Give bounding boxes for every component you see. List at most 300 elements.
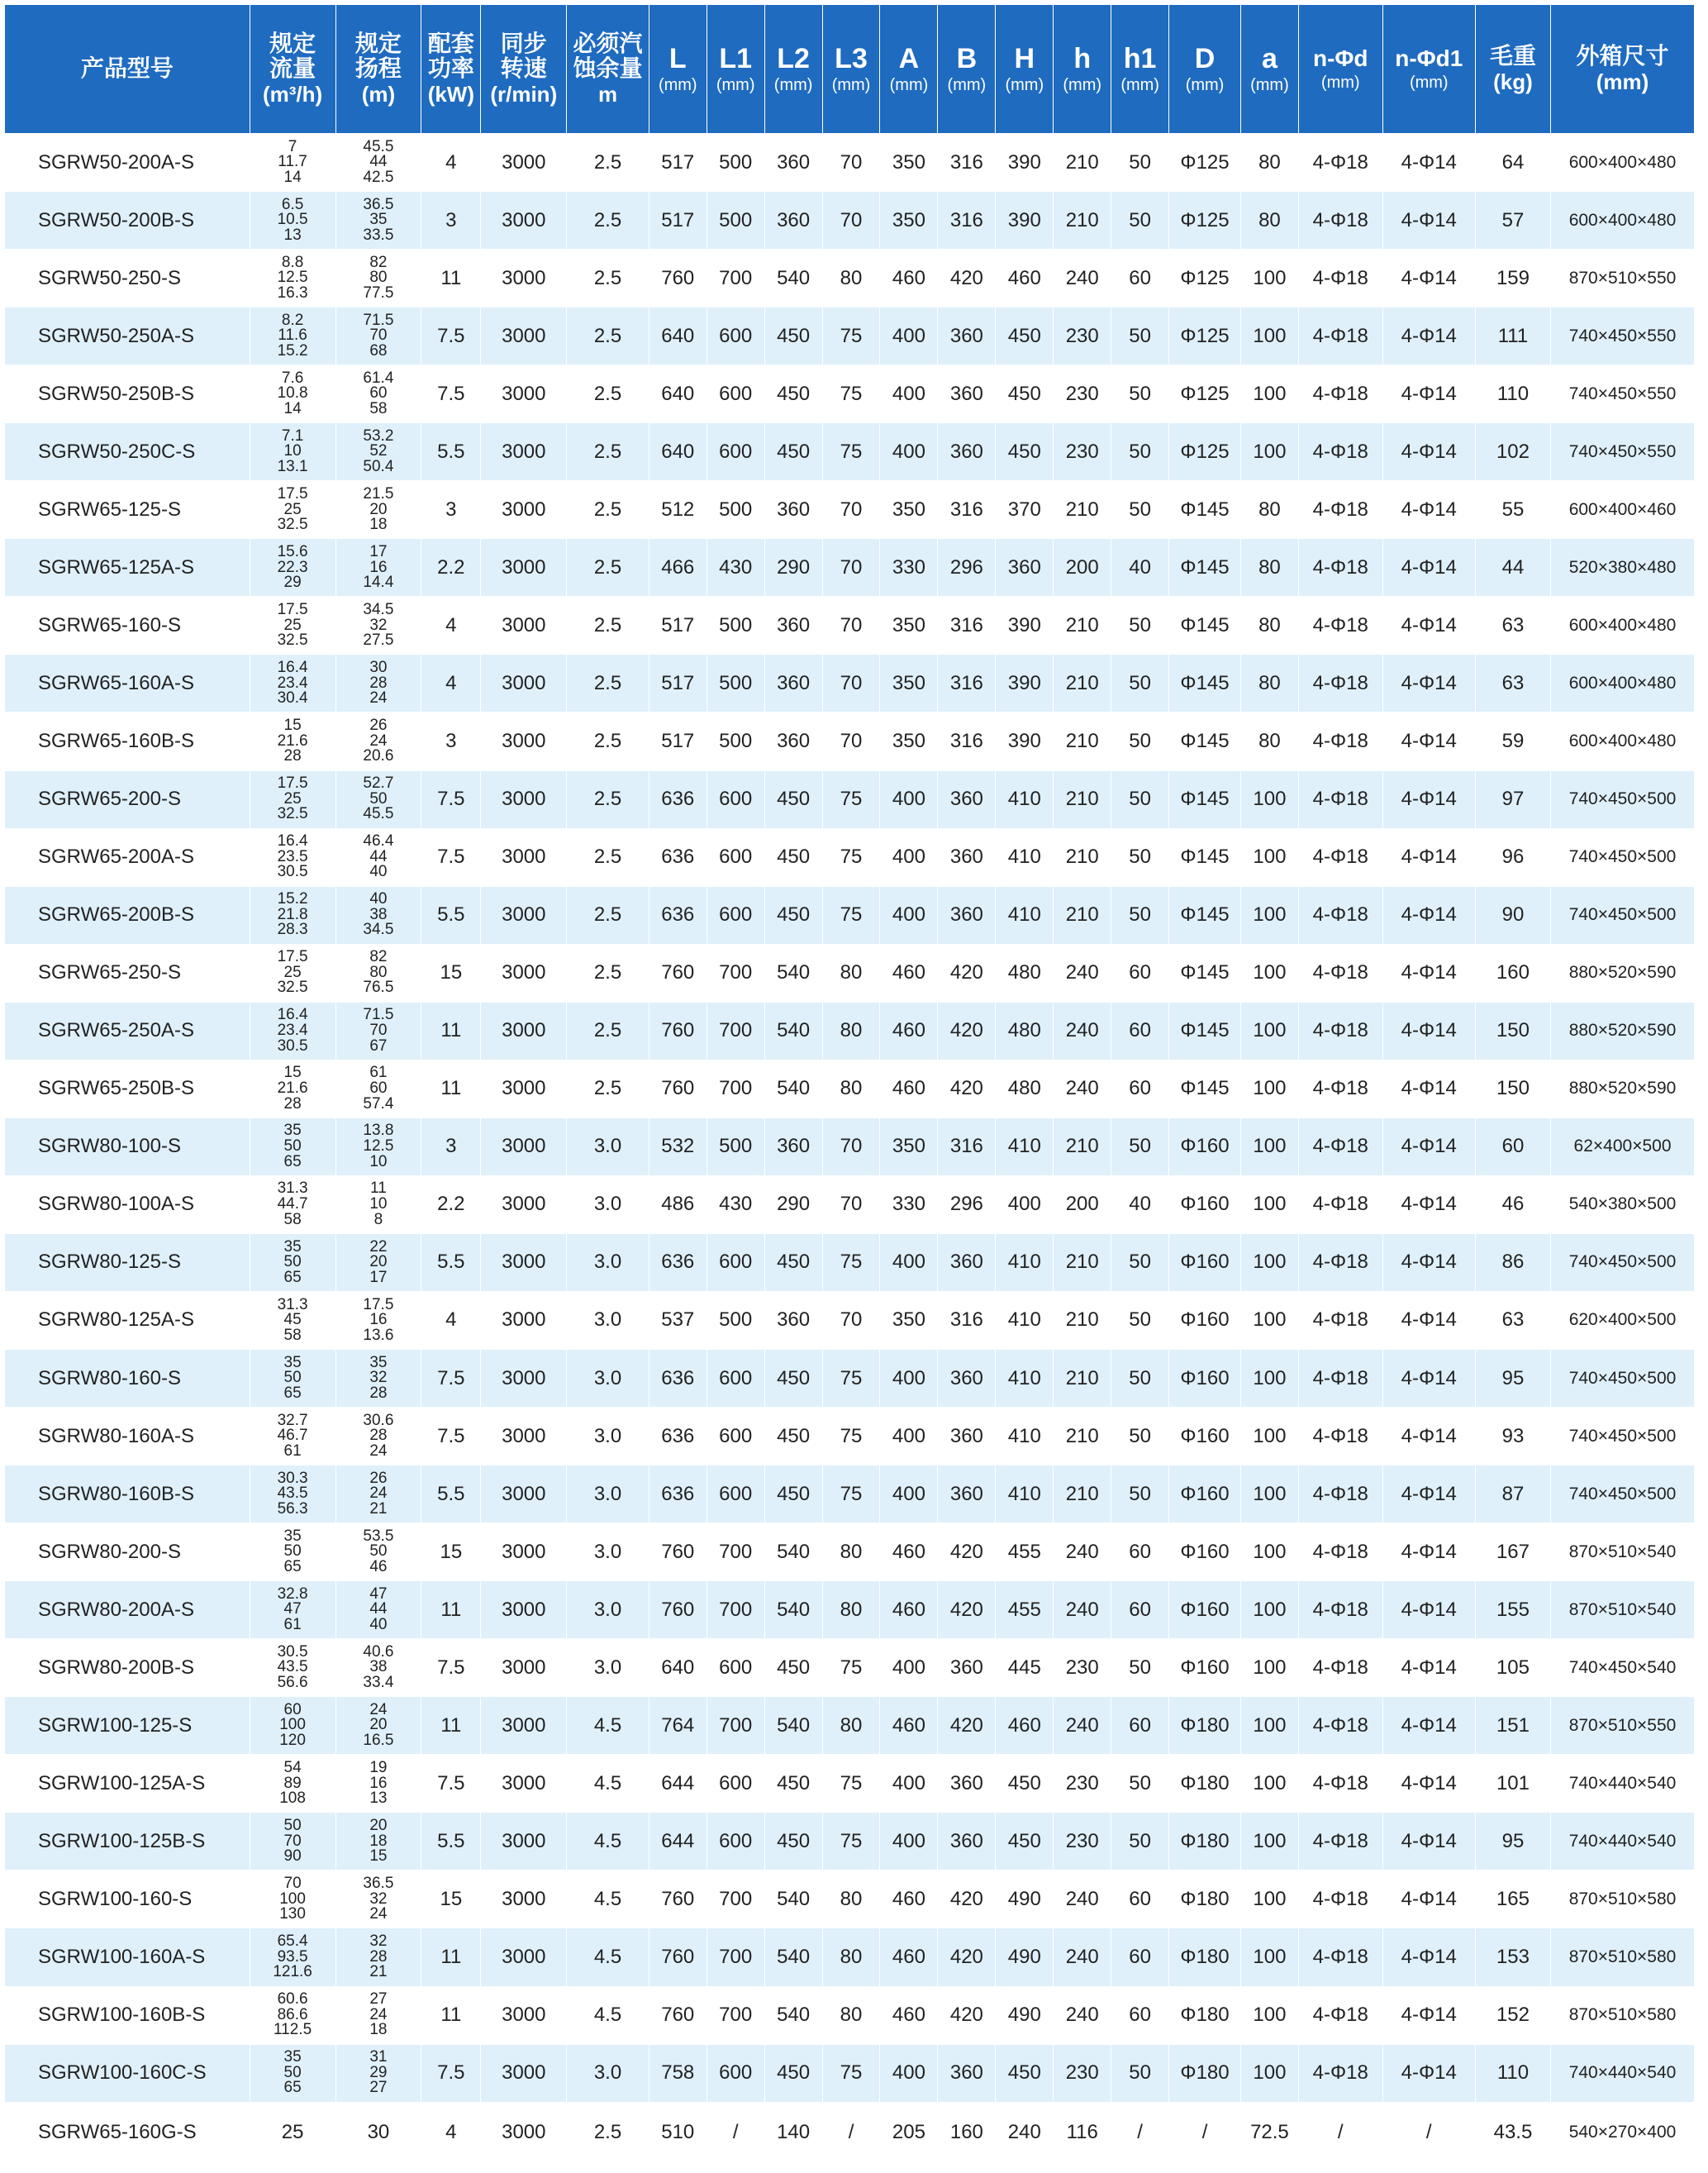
cell-d: Φ145 <box>1169 828 1241 886</box>
cell-l2: 540 <box>764 1928 822 1986</box>
cell-flow: 15 21.6 28 <box>250 712 335 770</box>
cell-h-upper: 460 <box>996 250 1054 307</box>
cell-n-phi-d: 4-Φ18 <box>1298 712 1382 770</box>
table-row <box>5 1408 1695 1465</box>
cell-l2: 450 <box>764 770 822 828</box>
cell-head: 47 44 40 <box>335 1581 421 1639</box>
cell-h1: 50 <box>1111 307 1169 365</box>
cell-flow: 17.5 25 32.5 <box>250 770 335 828</box>
cell-flow: 50 70 90 <box>250 1813 335 1870</box>
cell-l3: 70 <box>822 655 880 712</box>
cell-model: SGRW50-250B-S <box>5 365 250 423</box>
cell-speed: 3000 <box>481 1523 567 1581</box>
cell-l1: 500 <box>707 134 764 192</box>
cell-power: 15 <box>421 1870 481 1928</box>
cell-npsh: 3.0 <box>567 1639 649 1697</box>
cell-box-size: 740×450×540 <box>1551 1639 1695 1697</box>
cell-weight: 155 <box>1475 1581 1550 1639</box>
cell-h1: 50 <box>1111 481 1169 539</box>
cell-power: 4 <box>421 597 481 655</box>
cell-b-dim: 420 <box>938 1870 996 1928</box>
cell-npsh: 2.5 <box>567 365 649 423</box>
cell-h-upper: 410 <box>996 1349 1054 1407</box>
cell-flow: 60 100 120 <box>250 1697 335 1755</box>
cell-h1: 60 <box>1111 944 1169 1002</box>
cell-l1: 500 <box>707 655 764 712</box>
cell-box-size: 600×400×480 <box>1551 192 1695 250</box>
cell-box-size: 540×380×500 <box>1551 1175 1695 1233</box>
cell-box-size: 740×450×500 <box>1551 1349 1695 1407</box>
cell-d: Φ160 <box>1169 1117 1241 1175</box>
cell-l3: 80 <box>822 250 880 307</box>
cell-l1: 600 <box>707 307 764 365</box>
cell-h-upper: 390 <box>996 134 1054 192</box>
cell-b-dim: 360 <box>938 1233 996 1291</box>
cell-a-dim: 460 <box>880 1523 938 1581</box>
cell-flow: 31.3 44.7 58 <box>250 1175 335 1233</box>
cell-h-lower: 116 <box>1054 2102 1111 2163</box>
cell-a-lower: 100 <box>1240 1813 1298 1870</box>
cell-box-size: 740×440×540 <box>1551 2044 1695 2102</box>
cell-d: Φ125 <box>1169 307 1241 365</box>
cell-power: 7.5 <box>421 307 481 365</box>
cell-l: 640 <box>649 307 707 365</box>
cell-l3: 80 <box>822 1581 880 1639</box>
cell-flow: 35 50 65 <box>250 1117 335 1175</box>
cell-h1: 50 <box>1111 1291 1169 1349</box>
cell-npsh: 3.0 <box>567 1408 649 1465</box>
cell-l1: 700 <box>707 1523 764 1581</box>
cell-npsh: 4.5 <box>567 1813 649 1870</box>
table-row <box>5 1581 1695 1639</box>
cell-l: 640 <box>649 1639 707 1697</box>
cell-npsh: 3.0 <box>567 1233 649 1291</box>
cell-h-upper: 410 <box>996 1291 1054 1349</box>
cell-a-dim: 460 <box>880 1928 938 1986</box>
cell-b-dim: 360 <box>938 1639 996 1697</box>
cell-b-dim: 420 <box>938 944 996 1002</box>
cell-h-upper: 410 <box>996 1465 1054 1523</box>
cell-head: 19 16 13 <box>335 1755 421 1813</box>
cell-n-phi-d1: 4-Φ14 <box>1382 1523 1475 1581</box>
cell-a-lower: 100 <box>1240 365 1298 423</box>
cell-d: Φ125 <box>1169 192 1241 250</box>
cell-n-phi-d1: 4-Φ14 <box>1382 1928 1475 1986</box>
cell-speed: 3000 <box>481 1755 567 1813</box>
cell-l: 486 <box>649 1175 707 1233</box>
cell-h1: 50 <box>1111 1755 1169 1813</box>
cell-head: 53.2 52 50.4 <box>335 423 421 481</box>
cell-npsh: 4.5 <box>567 1755 649 1813</box>
cell-a-lower: 80 <box>1240 539 1298 597</box>
cell-d: Φ125 <box>1169 365 1241 423</box>
cell-a-lower: 100 <box>1240 250 1298 307</box>
cell-h1: 50 <box>1111 886 1169 944</box>
cell-speed: 3000 <box>481 655 567 712</box>
cell-n-phi-d1: / <box>1382 2102 1475 2163</box>
cell-b-dim: 420 <box>938 250 996 307</box>
cell-h1: 40 <box>1111 539 1169 597</box>
cell-a-lower: 100 <box>1240 1060 1298 1117</box>
table-row <box>5 2044 1695 2102</box>
table-row <box>5 481 1695 539</box>
cell-a-dim: 350 <box>880 1117 938 1175</box>
cell-n-phi-d: 4-Φ18 <box>1298 1117 1382 1175</box>
cell-box-size: 740×450×500 <box>1551 1233 1695 1291</box>
cell-l: 644 <box>649 1755 707 1813</box>
cell-speed: 3000 <box>481 1870 567 1928</box>
cell-a-dim: 350 <box>880 597 938 655</box>
table-row <box>5 944 1695 1002</box>
cell-n-phi-d1: 4-Φ14 <box>1382 655 1475 712</box>
cell-weight: 93 <box>1475 1408 1550 1465</box>
cell-h-lower: 240 <box>1054 1986 1111 2044</box>
table-row <box>5 712 1695 770</box>
cell-head: 45.5 44 42.5 <box>335 134 421 192</box>
cell-a-lower: 100 <box>1240 1408 1298 1465</box>
cell-power: 11 <box>421 1928 481 1986</box>
cell-l2: 450 <box>764 1233 822 1291</box>
cell-l: 758 <box>649 2044 707 2102</box>
cell-a-lower: 100 <box>1240 1986 1298 2044</box>
cell-h-lower: 240 <box>1054 1523 1111 1581</box>
cell-d: Φ160 <box>1169 1233 1241 1291</box>
cell-b-dim: 316 <box>938 597 996 655</box>
cell-h-lower: 230 <box>1054 2044 1111 2102</box>
cell-model: SGRW80-160-S <box>5 1349 250 1407</box>
cell-b-dim: 316 <box>938 192 996 250</box>
cell-box-size: 740×450×550 <box>1551 307 1695 365</box>
table-row <box>5 1349 1695 1407</box>
cell-a-lower: 100 <box>1240 1870 1298 1928</box>
cell-h-upper: 410 <box>996 1117 1054 1175</box>
table-row <box>5 423 1695 481</box>
cell-l2: 360 <box>764 481 822 539</box>
cell-h1: 50 <box>1111 1465 1169 1523</box>
cell-flow: 31.3 45 58 <box>250 1291 335 1349</box>
cell-flow: 15.6 22.3 29 <box>250 539 335 597</box>
cell-d: Φ180 <box>1169 1986 1241 2044</box>
cell-h-lower: 210 <box>1054 886 1111 944</box>
cell-power: 3 <box>421 481 481 539</box>
cell-box-size: 740×450×500 <box>1551 1408 1695 1465</box>
cell-h1: 50 <box>1111 712 1169 770</box>
cell-d: Φ180 <box>1169 1697 1241 1755</box>
cell-flow: 54 89 108 <box>250 1755 335 1813</box>
col-header-power: 配套 功率 (kW) <box>421 5 481 134</box>
cell-h-lower: 200 <box>1054 539 1111 597</box>
cell-box-size: 870×510×580 <box>1551 1986 1695 2044</box>
cell-l3: 70 <box>822 1117 880 1175</box>
cell-a-dim: 330 <box>880 1175 938 1233</box>
cell-weight: 110 <box>1475 2044 1550 2102</box>
cell-h1: 60 <box>1111 250 1169 307</box>
cell-b-dim: 420 <box>938 1581 996 1639</box>
cell-h-lower: 210 <box>1054 828 1111 886</box>
col-header-h-upper: H (mm) <box>996 5 1054 134</box>
cell-n-phi-d1: 4-Φ14 <box>1382 1697 1475 1755</box>
cell-power: 5.5 <box>421 886 481 944</box>
cell-h-upper: 360 <box>996 539 1054 597</box>
cell-npsh: 2.5 <box>567 2102 649 2163</box>
cell-a-dim: 400 <box>880 307 938 365</box>
cell-weight: 44 <box>1475 539 1550 597</box>
cell-n-phi-d1: 4-Φ14 <box>1382 1117 1475 1175</box>
cell-h1: 50 <box>1111 770 1169 828</box>
cell-speed: 3000 <box>481 481 567 539</box>
table-row <box>5 1060 1695 1117</box>
cell-speed: 3000 <box>481 134 567 192</box>
cell-l: 760 <box>649 1523 707 1581</box>
cell-d: Φ145 <box>1169 1002 1241 1060</box>
cell-head: 71.5 70 68 <box>335 307 421 365</box>
cell-power: 7.5 <box>421 1349 481 1407</box>
cell-h-lower: 240 <box>1054 1928 1111 1986</box>
cell-a-lower: 100 <box>1240 1117 1298 1175</box>
col-header-b-dim: B (mm) <box>938 5 996 134</box>
cell-head: 61.4 60 58 <box>335 365 421 423</box>
cell-d: Φ160 <box>1169 1291 1241 1349</box>
cell-l1: 700 <box>707 1002 764 1060</box>
cell-l: 760 <box>649 1986 707 2044</box>
cell-flow: 32.8 47 61 <box>250 1581 335 1639</box>
cell-n-phi-d1: 4-Φ14 <box>1382 1465 1475 1523</box>
cell-head: 71.5 70 67 <box>335 1002 421 1060</box>
cell-h1: 60 <box>1111 1870 1169 1928</box>
cell-a-lower: 80 <box>1240 134 1298 192</box>
cell-n-phi-d: 4-Φ18 <box>1298 1986 1382 2044</box>
cell-a-dim: 400 <box>880 1755 938 1813</box>
col-header-l1: L1 (mm) <box>707 5 764 134</box>
cell-a-lower: 100 <box>1240 1349 1298 1407</box>
cell-l1: 700 <box>707 944 764 1002</box>
table-row <box>5 886 1695 944</box>
col-header-n-phi-d: n-Φd (mm) <box>1298 5 1382 134</box>
cell-flow: 65.4 93.5 121.6 <box>250 1928 335 1986</box>
cell-n-phi-d: 4-Φ18 <box>1298 539 1382 597</box>
cell-l3: 70 <box>822 481 880 539</box>
cell-h-lower: 230 <box>1054 423 1111 481</box>
cell-a-dim: 460 <box>880 1986 938 2044</box>
cell-l1: 500 <box>707 712 764 770</box>
cell-flow: 17.5 25 32.5 <box>250 481 335 539</box>
cell-l2: 450 <box>764 828 822 886</box>
cell-l1: 600 <box>707 828 764 886</box>
cell-h1: 60 <box>1111 1581 1169 1639</box>
cell-b-dim: 316 <box>938 1117 996 1175</box>
cell-n-phi-d1: 4-Φ14 <box>1382 1639 1475 1697</box>
cell-b-dim: 360 <box>938 2044 996 2102</box>
cell-l: 760 <box>649 1002 707 1060</box>
table-row <box>5 1233 1695 1291</box>
cell-n-phi-d1: 4-Φ14 <box>1382 423 1475 481</box>
cell-power: 5.5 <box>421 1465 481 1523</box>
cell-speed: 3000 <box>481 192 567 250</box>
cell-l: 764 <box>649 1697 707 1755</box>
cell-a-dim: 350 <box>880 712 938 770</box>
cell-h-upper: 390 <box>996 192 1054 250</box>
cell-l1: 600 <box>707 1639 764 1697</box>
cell-l: 517 <box>649 655 707 712</box>
cell-b-dim: 296 <box>938 1175 996 1233</box>
cell-power: 7.5 <box>421 770 481 828</box>
cell-a-lower: 100 <box>1240 770 1298 828</box>
cell-l2: 450 <box>764 2044 822 2102</box>
cell-h-lower: 210 <box>1054 597 1111 655</box>
cell-weight: 64 <box>1475 134 1550 192</box>
cell-a-dim: 350 <box>880 1291 938 1349</box>
cell-head: 30 <box>335 2102 421 2163</box>
cell-d: / <box>1169 2102 1241 2163</box>
cell-l: 517 <box>649 597 707 655</box>
cell-box-size: 740×450×550 <box>1551 423 1695 481</box>
cell-h-lower: 230 <box>1054 365 1111 423</box>
cell-n-phi-d1: 4-Φ14 <box>1382 1581 1475 1639</box>
cell-h1: 50 <box>1111 828 1169 886</box>
cell-n-phi-d1: 4-Φ14 <box>1382 365 1475 423</box>
cell-l3: 75 <box>822 365 880 423</box>
cell-model: SGRW65-160-S <box>5 597 250 655</box>
cell-a-dim: 460 <box>880 1697 938 1755</box>
cell-npsh: 3.0 <box>567 2044 649 2102</box>
cell-n-phi-d: 4-Φ18 <box>1298 1465 1382 1523</box>
cell-l3: 80 <box>822 944 880 1002</box>
cell-flow: 15 21.6 28 <box>250 1060 335 1117</box>
cell-a-dim: 400 <box>880 886 938 944</box>
cell-head: 46.4 44 40 <box>335 828 421 886</box>
cell-a-dim: 350 <box>880 481 938 539</box>
cell-h-lower: 240 <box>1054 1870 1111 1928</box>
cell-b-dim: 296 <box>938 539 996 597</box>
cell-h-lower: 210 <box>1054 192 1111 250</box>
cell-head: 17.5 16 13.6 <box>335 1291 421 1349</box>
cell-n-phi-d: 4-Φ18 <box>1298 250 1382 307</box>
cell-l3: / <box>822 2102 880 2163</box>
cell-l1: 700 <box>707 250 764 307</box>
cell-box-size: 870×510×580 <box>1551 1870 1695 1928</box>
cell-speed: 3000 <box>481 1291 567 1349</box>
cell-weight: 87 <box>1475 1465 1550 1523</box>
cell-n-phi-d: 4-Φ18 <box>1298 1697 1382 1755</box>
cell-power: 11 <box>421 1986 481 2044</box>
cell-model: SGRW65-125-S <box>5 481 250 539</box>
cell-power: 11 <box>421 1697 481 1755</box>
cell-flow: 15.2 21.8 28.3 <box>250 886 335 944</box>
cell-h-upper: 390 <box>996 597 1054 655</box>
cell-power: 3 <box>421 1117 481 1175</box>
cell-l2: 450 <box>764 307 822 365</box>
cell-l3: 75 <box>822 423 880 481</box>
cell-box-size: 870×510×540 <box>1551 1523 1695 1581</box>
cell-n-phi-d1: 4-Φ14 <box>1382 1986 1475 2044</box>
cell-head: 26 24 20.6 <box>335 712 421 770</box>
cell-b-dim: 360 <box>938 423 996 481</box>
cell-head: 17 16 14.4 <box>335 539 421 597</box>
cell-a-lower: 72.5 <box>1240 2102 1298 2163</box>
cell-l1: / <box>707 2102 764 2163</box>
cell-l3: 75 <box>822 770 880 828</box>
cell-a-dim: 400 <box>880 1349 938 1407</box>
header-row <box>5 5 1695 134</box>
cell-n-phi-d1: 4-Φ14 <box>1382 886 1475 944</box>
cell-a-dim: 400 <box>880 828 938 886</box>
table-row <box>5 539 1695 597</box>
cell-n-phi-d: 4-Φ18 <box>1298 1581 1382 1639</box>
table-row <box>5 134 1695 192</box>
cell-n-phi-d: 4-Φ18 <box>1298 1639 1382 1697</box>
cell-l3: 70 <box>822 597 880 655</box>
cell-h-upper: 450 <box>996 1813 1054 1870</box>
cell-h-upper: 450 <box>996 1755 1054 1813</box>
cell-flow: 7 11.7 14 <box>250 134 335 192</box>
cell-model: SGRW65-160G-S <box>5 2102 250 2163</box>
cell-a-dim: 460 <box>880 1870 938 1928</box>
cell-h-lower: 240 <box>1054 944 1111 1002</box>
cell-n-phi-d: 4-Φ18 <box>1298 2044 1382 2102</box>
table-row <box>5 250 1695 307</box>
cell-n-phi-d: 4-Φ18 <box>1298 770 1382 828</box>
cell-flow: 60.6 86.6 112.5 <box>250 1986 335 2044</box>
cell-model: SGRW65-250B-S <box>5 1060 250 1117</box>
cell-l: 517 <box>649 712 707 770</box>
cell-npsh: 4.5 <box>567 1986 649 2044</box>
cell-d: Φ145 <box>1169 770 1241 828</box>
cell-flow: 17.5 25 32.5 <box>250 597 335 655</box>
cell-head: 40.6 38 33.4 <box>335 1639 421 1697</box>
cell-a-dim: 205 <box>880 2102 938 2163</box>
cell-speed: 3000 <box>481 1349 567 1407</box>
table-row <box>5 1697 1695 1755</box>
cell-b-dim: 160 <box>938 2102 996 2163</box>
cell-l2: 450 <box>764 423 822 481</box>
cell-n-phi-d: 4-Φ18 <box>1298 1002 1382 1060</box>
cell-l2: 360 <box>764 192 822 250</box>
cell-h-lower: 210 <box>1054 712 1111 770</box>
cell-h1: 60 <box>1111 1697 1169 1755</box>
cell-h-lower: 210 <box>1054 1408 1111 1465</box>
cell-l1: 500 <box>707 192 764 250</box>
cell-model: SGRW65-200A-S <box>5 828 250 886</box>
col-header-npsh: 必须汽 蚀余量 m <box>567 5 649 134</box>
cell-d: Φ160 <box>1169 1408 1241 1465</box>
cell-a-lower: 80 <box>1240 192 1298 250</box>
cell-d: Φ145 <box>1169 712 1241 770</box>
cell-h-lower: 210 <box>1054 1117 1111 1175</box>
table-row <box>5 1755 1695 1813</box>
table-row <box>5 1291 1695 1349</box>
cell-power: 7.5 <box>421 365 481 423</box>
cell-n-phi-d: 4-Φ18 <box>1298 1175 1382 1233</box>
cell-n-phi-d1: 4-Φ14 <box>1382 1060 1475 1117</box>
cell-box-size: 870×510×550 <box>1551 1697 1695 1755</box>
cell-d: Φ180 <box>1169 1813 1241 1870</box>
cell-flow: 6.5 10.5 13 <box>250 192 335 250</box>
cell-a-lower: 100 <box>1240 2044 1298 2102</box>
cell-h-upper: 410 <box>996 886 1054 944</box>
cell-box-size: 740×450×500 <box>1551 770 1695 828</box>
cell-h-lower: 210 <box>1054 481 1111 539</box>
cell-flow: 32.7 46.7 61 <box>250 1408 335 1465</box>
cell-speed: 3000 <box>481 1928 567 1986</box>
cell-a-dim: 460 <box>880 944 938 1002</box>
cell-box-size: 870×510×550 <box>1551 250 1695 307</box>
cell-npsh: 2.5 <box>567 134 649 192</box>
cell-d: Φ180 <box>1169 1928 1241 1986</box>
cell-l1: 600 <box>707 1755 764 1813</box>
cell-head: 24 20 16.5 <box>335 1697 421 1755</box>
cell-l2: 450 <box>764 365 822 423</box>
cell-l2: 360 <box>764 597 822 655</box>
